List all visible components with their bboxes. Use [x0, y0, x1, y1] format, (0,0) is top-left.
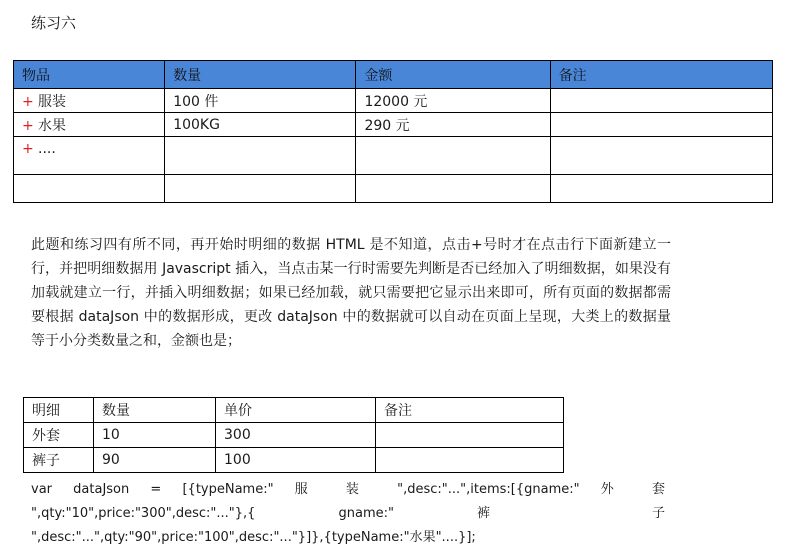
item-cell: [14, 137, 165, 175]
page-title: 练习六: [31, 14, 77, 32]
qty-cell: 100KG: [165, 113, 356, 137]
code-snippet: [31, 478, 665, 550]
amount-cell: [356, 137, 550, 175]
table-row-empty: [14, 175, 773, 203]
table-header-row: [14, 61, 773, 89]
goods-table: [13, 60, 773, 203]
expand-plus-icon[interactable]: +: [22, 141, 34, 157]
code-line: ",desc:"...",qty:"90",price:"100",desc:"..."}]},{typeName:"水果"....}];: [31, 530, 476, 545]
detail-qty-cell: 10: [94, 423, 216, 448]
empty-cell: [550, 175, 772, 203]
table-row: [14, 137, 773, 175]
header-note: 备注: [376, 398, 564, 423]
detail-row: [24, 448, 564, 473]
detail-note-cell: [376, 423, 564, 448]
header-qty: 数量: [165, 61, 356, 89]
item-name: 服装: [38, 93, 66, 110]
header-item: 物品: [14, 61, 165, 89]
note-cell: [550, 89, 772, 113]
item-cell: [14, 113, 165, 137]
qty-cell: [165, 137, 356, 175]
expand-plus-icon[interactable]: +: [22, 93, 34, 110]
code-line: ",qty:"10",price:"300",desc:"..."},{ gname:" 裤 子: [31, 506, 665, 521]
detail-name-cell: 裤子: [24, 448, 94, 473]
detail-price-cell: 100: [216, 448, 376, 473]
header-qty: 数量: [94, 398, 216, 423]
amount-cell: 12000 元: [356, 89, 550, 113]
detail-table: [23, 397, 564, 473]
code-line: var dataJson = [{typeName:" 服 装 ",desc:"...",items:[{gname:" 外 套: [31, 482, 665, 497]
detail-price-cell: 300: [216, 423, 376, 448]
header-price: 单价: [216, 398, 376, 423]
empty-cell: [356, 175, 550, 203]
empty-cell: [165, 175, 356, 203]
detail-row: [24, 423, 564, 448]
header-amount: 金额: [356, 61, 550, 89]
item-name: ....: [38, 141, 56, 157]
item-name: 水果: [38, 117, 66, 134]
qty-cell: 100 件: [165, 89, 356, 113]
header-detail: 明细: [24, 398, 94, 423]
header-note: 备注: [550, 61, 772, 89]
table-row: [14, 89, 773, 113]
note-cell: [550, 137, 772, 175]
empty-cell: [14, 175, 165, 203]
note-cell: [550, 113, 772, 137]
amount-cell: 290 元: [356, 113, 550, 137]
detail-header-row: [24, 398, 564, 423]
expand-plus-icon[interactable]: +: [22, 117, 34, 134]
detail-note-cell: [376, 448, 564, 473]
item-cell: [14, 89, 165, 113]
exercise-description: 此题和练习四有所不同，再开始时明细的数据 HTML 是不知道，点击+号时才在点击行下面新建立一行，并把明细数据用 Javascript 插入，当点击某一行时需要先判断是否已经加入了明细数据，如果没有加载就建立一行，并插入明细数据；如果已经加载，就只需要把它显示出来即可，所有页面的数据都需要根据 dataJson 中的数据形成，更改 dataJson 中的数据就可以自动在页面上呈现，大类上的数据量等于小分类数量之和，金额也是；: [31, 237, 671, 349]
detail-qty-cell: 90: [94, 448, 216, 473]
table-row: [14, 113, 773, 137]
detail-name-cell: 外套: [24, 423, 94, 448]
